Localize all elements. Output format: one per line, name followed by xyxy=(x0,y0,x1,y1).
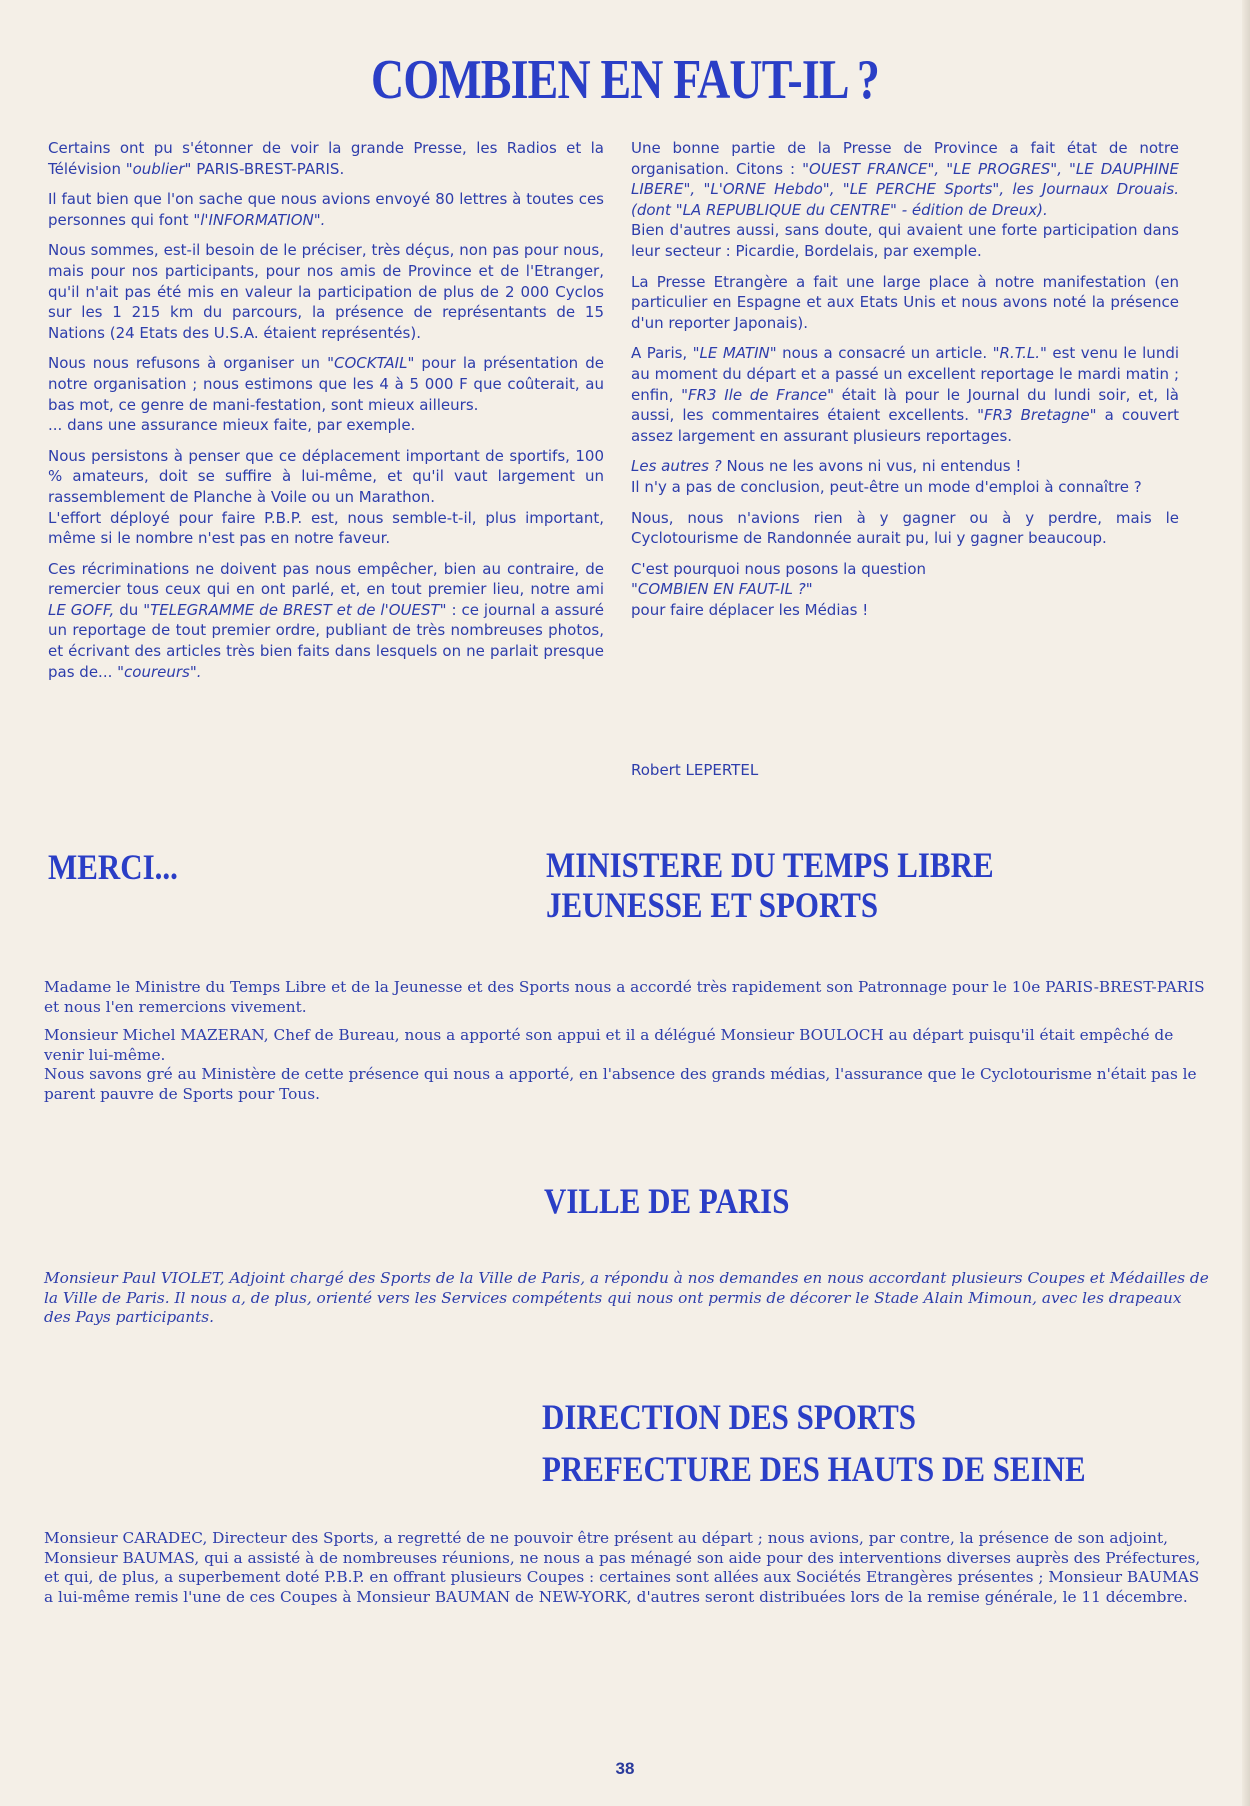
ministere-body xyxy=(44,978,1210,1113)
ministere-paragraph: Nous savons gré au Ministère de cette présence qui nous a apporté, en l'absence des grands médias, l'assurance que le Cyclotourisme n'était pas le parent pauvre de Sports pour Tous. xyxy=(44,1065,1197,1103)
article-paragraph xyxy=(48,446,604,508)
article-signature: Robert LEPERTEL xyxy=(631,761,759,779)
ministere-paragraph: Madame le Ministre du Temps Libre et de la Jeunesse et des Sports nous a accordé très rapidement son Patronnage pour le 10e PARIS-BREST-PARIS et nous l'en remercions vivement. xyxy=(44,978,1205,1016)
article-paragraph xyxy=(631,138,1179,220)
italic-run: LE GOFF, xyxy=(48,600,115,619)
text-run: nous a consacré un article. xyxy=(776,344,993,363)
ville-heading: VILLE DE PARIS xyxy=(544,1181,790,1221)
italic-run: "OUEST FRANCE", "LE PROGRES", "LE DAUPHINE LIBERE", "L'ORNE Hebdo", "LE PERCHE Sports", les Journaux Drouais. (dont "LA REPUBLIQUE du CENTRE" - édition de Dreux). xyxy=(631,159,1180,219)
article-paragraph xyxy=(631,579,1179,600)
text-run: est venu le lundi au moment du départ et a passé un excellent reportage le mardi matin ; enfin, xyxy=(631,344,1180,404)
direction-heading-line-2: PREFECTURE DES HAUTS DE SEINE xyxy=(542,1449,1086,1489)
text-run: Nous persistons à penser que ce déplacement important de sportifs, 100 % amateurs, doit se suffire à lui-même, et qu'il vaut largement un rassemblement de Planche à Voile ou un Marathon. xyxy=(48,446,604,506)
article-paragraph xyxy=(48,138,604,179)
text-run: C'est pourquoi nous posons la question xyxy=(631,559,927,578)
article-paragraph xyxy=(631,508,1179,549)
article-paragraph xyxy=(48,559,604,683)
article-headline: COMBIEN EN FAUT-IL ? xyxy=(371,49,879,111)
italic-run: "R.T.L." xyxy=(992,344,1047,363)
text-run: Il faut bien que l'on sache que nous avions envoyé 80 lettres à toutes ces personnes qui font xyxy=(48,190,604,229)
direction-heading-line-1: DIRECTION DES SPORTS xyxy=(542,1397,916,1437)
italic-run: "l'INFORMATION". xyxy=(193,210,326,229)
text-run: a couvert assez largement en assurant plusieurs reportages. xyxy=(631,406,1179,445)
text-run: Une bonne partie de la Presse de Province a fait état de notre organisation. Citons : xyxy=(631,139,1179,178)
text-run: Ces récriminations ne doivent pas nous empêcher, bien au contraire, de remercier tous ceux qui en ont parlé, et, en tout premier lieu, notre ami xyxy=(48,559,604,599)
italic-run: "coureurs". xyxy=(117,662,202,681)
article-paragraph xyxy=(631,220,1179,261)
ville-body xyxy=(44,1269,1210,1337)
text-run: ... dans une assurance mieux faite, par exemple. xyxy=(48,416,416,435)
text-run: Il n'y a pas de conclusion, peut-être un mode d'emploi à connaître ? xyxy=(631,477,1142,496)
ministere-heading xyxy=(546,845,994,925)
ministere-paragraph: Monsieur Michel MAZERAN, Chef de Bureau, nous a apporté son appui et il a délégué Monsieur BOULOCH au départ puisqu'il était empêché de venir lui-même. xyxy=(44,1026,1174,1064)
text-run: pour la présentation de notre organisation ; nous estimons que les 4 à 5 000 F que coûterait, au bas mot, ce genre de mani-festation, sont mieux ailleurs. xyxy=(48,354,604,414)
article-paragraph xyxy=(631,343,1179,446)
article-paragraph xyxy=(48,189,604,230)
text-run: Certains ont pu s'étonner de voir la grande Presse, les Radios et la Télévision xyxy=(48,139,604,178)
article-left-column xyxy=(48,138,604,692)
text-run: La Presse Etrangère a fait une large place à notre manifestation (en particulier en Espagne et aux Etats Unis et nous avons noté la présence d'un reporter Japonais). xyxy=(631,272,1179,332)
text-run: Nous nous refusons à organiser un xyxy=(48,354,328,373)
text-run: A Paris, xyxy=(631,344,693,363)
page-number: 38 xyxy=(615,1759,635,1778)
text-run: Nous, nous n'avions rien à y gagner ou à y perdre, mais le Cyclotourisme de Randonnée aurait pu, lui y gagner beaucoup. xyxy=(631,508,1179,548)
page-edge xyxy=(1242,0,1250,1806)
italic-run: "oublier" xyxy=(125,159,192,178)
article-paragraph xyxy=(631,272,1179,334)
text-run: PARIS-BREST-PARIS. xyxy=(191,159,345,178)
direction-body xyxy=(44,1529,1210,1616)
article-paragraph xyxy=(631,600,1179,621)
direction-heading xyxy=(542,1391,1086,1495)
article-paragraph xyxy=(48,415,604,436)
italic-run: "COMBIEN EN FAUT-IL ?" xyxy=(631,580,813,599)
italic-run: "LE MATIN" xyxy=(692,344,777,363)
ville-paragraph: Monsieur Paul VIOLET, Adjoint chargé des Sports de la Ville de Paris, a répondu à nos demandes en nous accordant plusieurs Coupes et Médailles de la Ville de Paris. Il nous a, de plus, orienté vers les Services compétents qui nous ont permis de décorer le Stade Alain Mimoun, avec les drapeaux des Pays participants. xyxy=(44,1269,1209,1326)
text-run: L'effort déployé pour faire P.B.P. est, nous semble-t-il, plus important, même si le nombre n'est pas en notre faveur. xyxy=(48,508,604,548)
text-run: : ce journal a assuré un reportage de tout premier ordre, publiant de très nombreuses photos, et écrivant des articles très bien faits dans lesquels on ne parlait presque pas de... xyxy=(48,600,604,681)
article-paragraph xyxy=(48,353,604,415)
text-run: Nous sommes, est-il besoin de le préciser, très déçus, non pas pour nous, mais pour nos participants, pour nos amis de Province et de l'Etranger, qu'il n'ait pas été mis en valeur la participation de plus de 2 000 Cyclos sur les 1 215 km du parcours, la présence de représentants de 15 Nations (24 Etats des U.S.A. étaient représentés). xyxy=(48,241,604,342)
article-paragraph xyxy=(48,240,604,343)
italic-run: "COCKTAIL" xyxy=(327,354,415,373)
article-paragraph xyxy=(631,456,1179,477)
direction-paragraph: Monsieur CARADEC, Directeur des Sports, a regretté de ne pouvoir être présent au départ ; nous avions, par contre, la présence de son adjoint, Monsieur BAUMAS, qui a assisté à de nombreuses réunions, ne nous a pas ménagé son aide pour des interventions diverses auprès des Préfectures, et qui, de plus, a superbement doté P.B.P. en offrant plusieurs Coupes : certaines sont allées aux Sociétés Etrangères présentes ; Monsieur BAUMAS a lui-même remis l'une de ces Coupes à Monsieur BAUMAN de NEW-YORK, d'autres seront distribuées lors de la remise générale, le 11 décembre. xyxy=(44,1529,1201,1606)
merci-heading: MERCI... xyxy=(48,847,178,887)
text-run: était là pour le Journal du lundi soir, et, là aussi, les commentaires étaient excellents. xyxy=(631,385,1179,425)
text-run: Bien d'autres aussi, sans doute, qui avaient une forte participation dans leur secteur : Picardie, Bordelais, par exemple. xyxy=(631,221,1179,260)
ministere-heading-line-1: MINISTERE DU TEMPS LIBRE xyxy=(546,845,994,885)
italic-run: "TELEGRAMME de BREST et de l'OUEST" xyxy=(143,600,447,619)
article-right-column xyxy=(631,138,1179,630)
text-run: du xyxy=(114,600,144,619)
article-paragraph xyxy=(631,477,1179,498)
article-paragraph xyxy=(631,559,1179,580)
italic-run: Les autres ? xyxy=(631,457,722,476)
article-paragraph xyxy=(48,508,604,549)
ministere-heading-line-2: JEUNESSE ET SPORTS xyxy=(546,885,879,925)
italic-run: "FR3 Bretagne" xyxy=(977,406,1097,425)
text-run: pour faire déplacer les Médias ! xyxy=(631,600,869,619)
italic-run: "FR3 Ile de France" xyxy=(681,385,834,404)
text-run: Nous ne les avons ni vus, ni entendus ! xyxy=(721,457,1022,476)
